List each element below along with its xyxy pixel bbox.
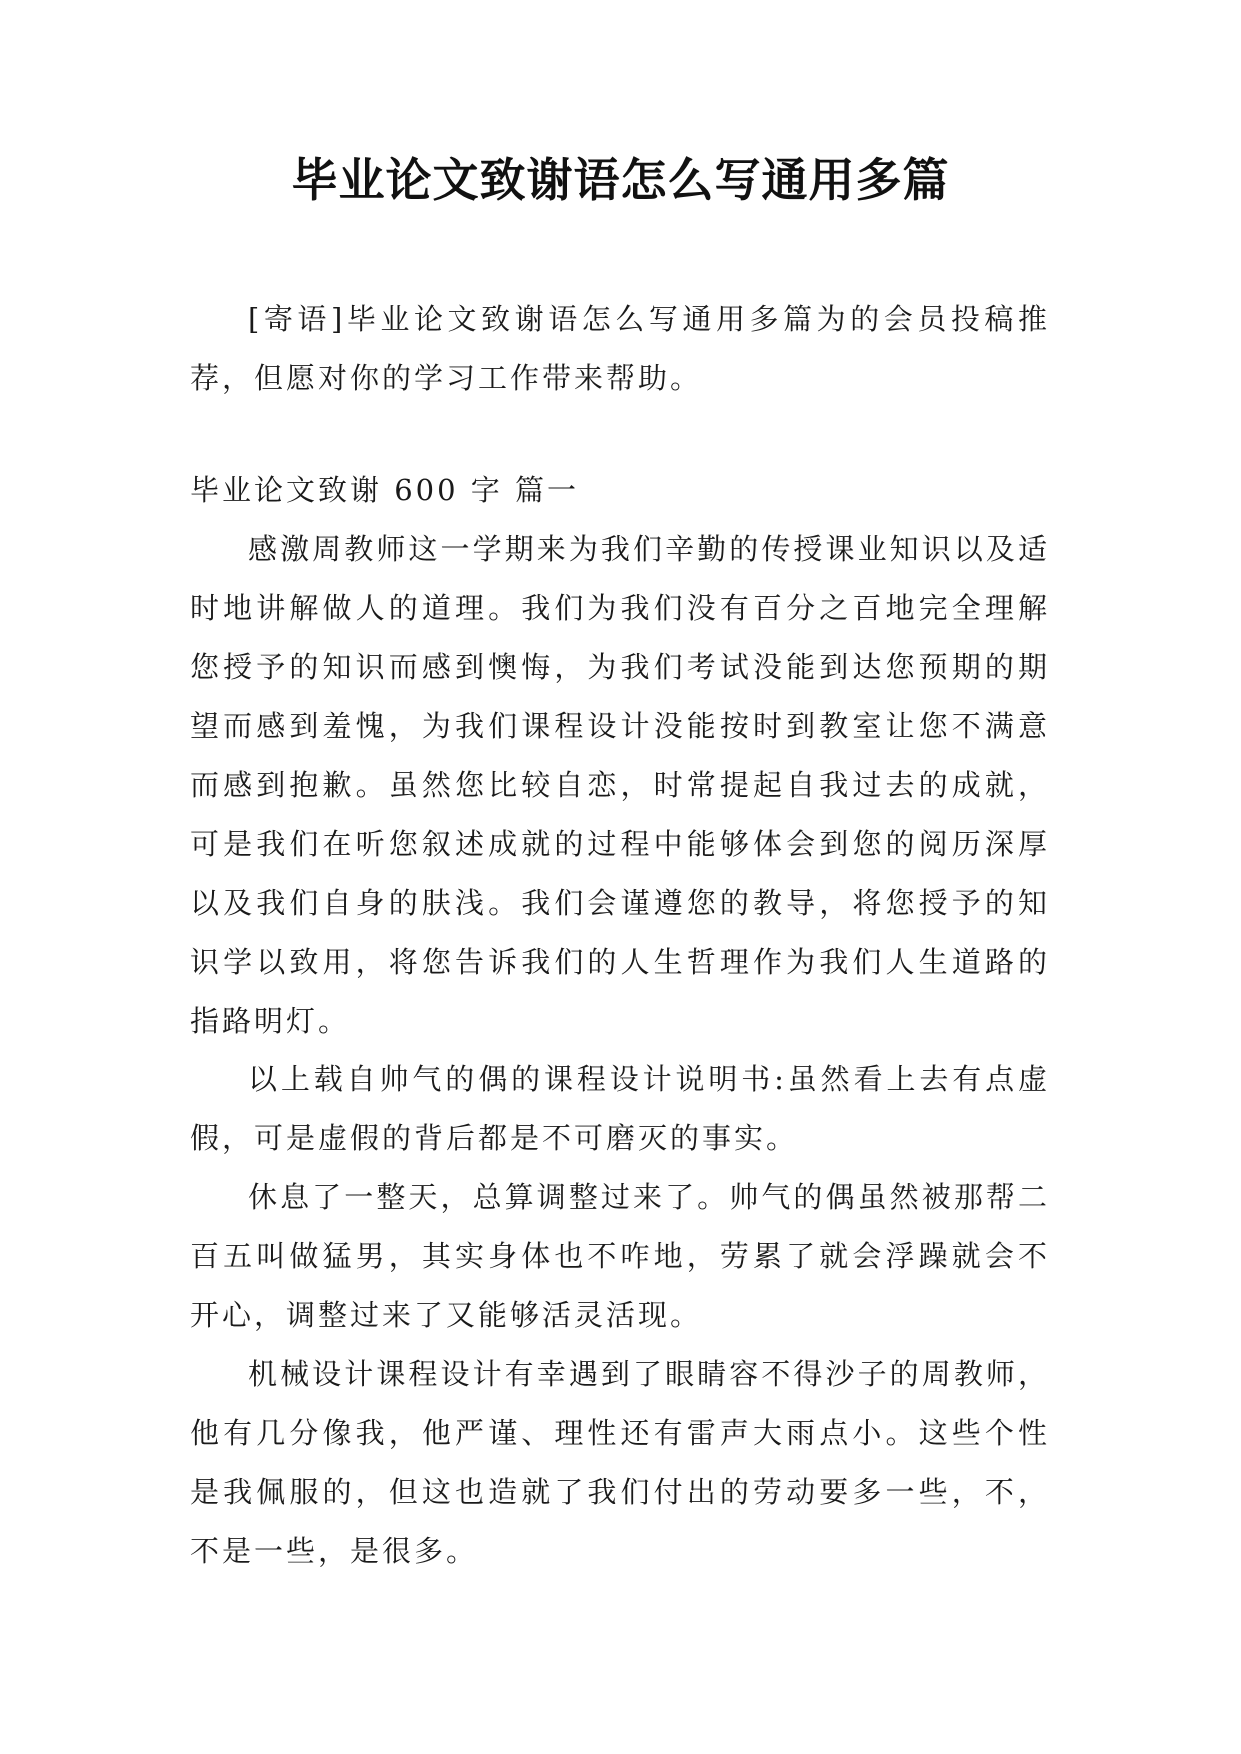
- body-paragraph-1: 感激周教师这一学期来为我们辛勤的传授课业知识以及适时地讲解做人的道理。我们为我们没有百分之百地完全理解您授予的知识而感到懊悔，为我们考试没能到达您预期的期望而感到羞愧，为我们课程设计没能按时到教室让您不满意而感到抱歉。虽然您比较自恋，时常提起自我过去的成就，可是我们在听您叙述成就的过程中能够体会到您的阅历深厚以及我们自身的肤浅。我们会谨遵您的教导，将您授予的知识学以致用，将您告诉我们的人生哲理作为我们人生道路的指路明灯。: [190, 532, 1050, 1038]
- body-paragraph-4: 机械设计课程设计有幸遇到了眼睛容不得沙子的周教师，他有几分像我，他严谨、理性还有雷声大雨点小。这些个性是我佩服的，但这也造就了我们付出的劳动要多一些，不，不是一些，是很多。: [190, 1357, 1050, 1568]
- document-title: 毕业论文致谢语怎么写通用多篇: [291, 153, 950, 207]
- section-heading: 毕业论文致谢 600 字 篇一: [190, 473, 580, 507]
- body-paragraph-2: 以上载自帅气的偶的课程设计说明书:虽然看上去有点虚假，可是虚假的背后都是不可磨灭的事实。: [190, 1062, 1050, 1155]
- intro-paragraph: [寄语]毕业论文致谢语怎么写通用多篇为的会员投稿推荐，但愿对你的学习工作带来帮助。: [190, 302, 1050, 395]
- body-paragraph-3: 休息了一整天，总算调整过来了。帅气的偶虽然被那帮二百五叫做猛男，其实身体也不咋地，劳累了就会浮躁就会不开心，调整过来了又能够活灵活现。: [190, 1180, 1050, 1332]
